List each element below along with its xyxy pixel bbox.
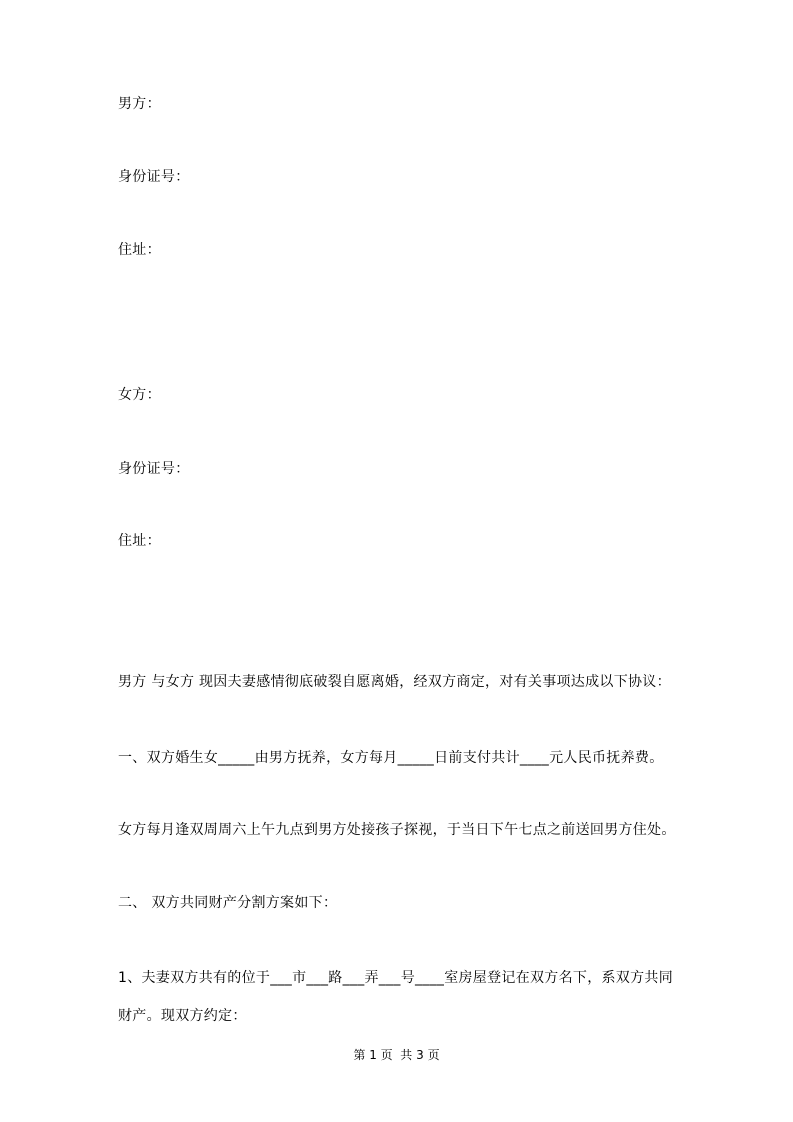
male-id-number-label: 身份证号：: [118, 169, 190, 185]
clause-property-heading: 二、 双方共同财产分割方案如下：: [118, 895, 338, 911]
clause-child-support: 一、双方婚生女_____由男方抚养，女方每月_____日前支付共计____元人民币抚养费。: [118, 750, 664, 766]
clause-property-item-1: 1、夫妻双方共有的位于___市___路___弄___号____室房屋登记在双方名下，系双方共同财产。现双方约定：: [118, 970, 674, 1024]
agreement-intro-paragraph: 男方 与女方 现因夫妻感情彻底破裂自愿离婚，经双方商定，对有关事项达成以下协议：: [118, 674, 671, 690]
male-party-label: 男方：: [118, 96, 161, 112]
clause-visitation: 女方每月逢双周周六上午九点到男方处接孩子探视，于当日下午七点之前送回男方住处。: [118, 822, 676, 838]
female-id-number-label: 身份证号：: [118, 461, 190, 477]
female-address-label: 住址：: [118, 533, 161, 549]
page-number-footer: 第 1 页 共 3 页: [353, 1048, 440, 1062]
male-address-label: 住址：: [118, 242, 161, 258]
female-party-label: 女方：: [118, 387, 161, 403]
